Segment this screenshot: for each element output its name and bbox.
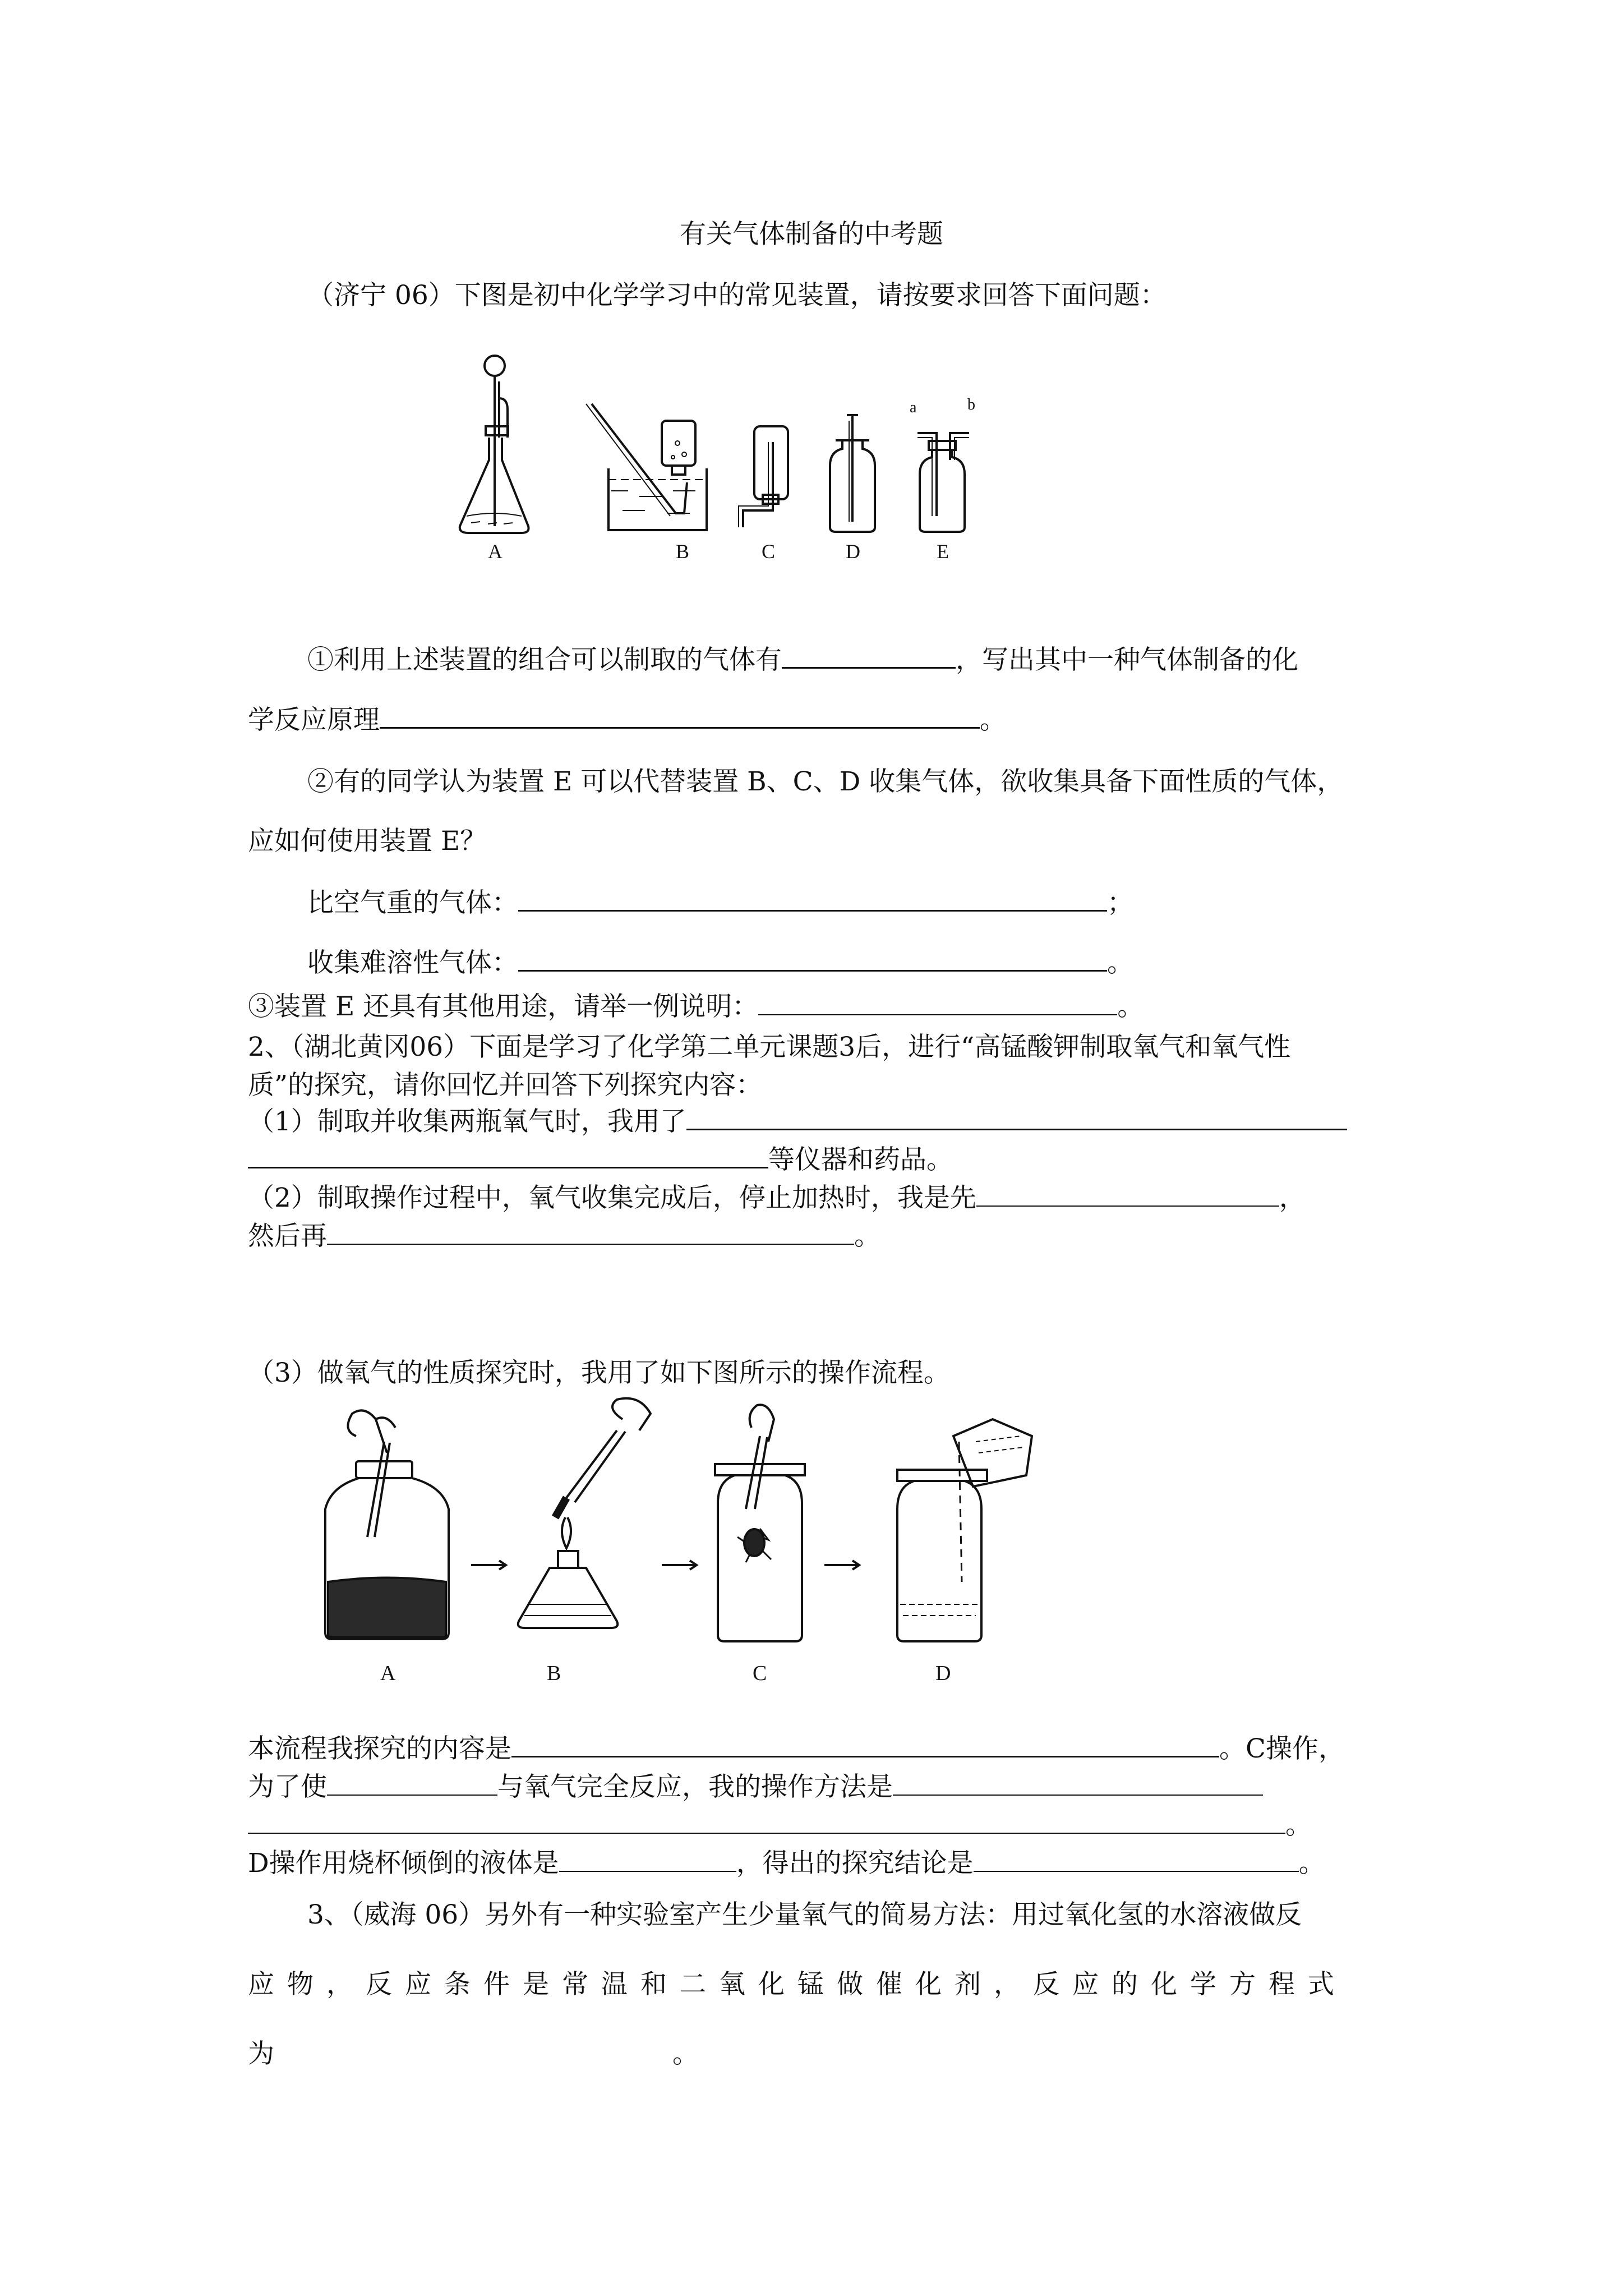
fig2-label-d: D	[935, 1662, 951, 1685]
reaction-principle-blank[interactable]	[380, 723, 980, 729]
q1-sub1-line2: 学反应原理 。	[248, 705, 1006, 735]
other-use-blank[interactable]	[758, 1010, 1117, 1015]
q3-line3: 为 。	[248, 2039, 699, 2069]
page-title: 有关气体制备的中考题	[680, 219, 943, 250]
q3-line1: 3、（威海 06）另外有一种实验室产生少量氧气的简易方法：用过氧化氢的水溶液做反	[307, 1899, 1302, 1930]
q2-c-line1: 本流程我探究的内容是 。C操作，	[248, 1733, 1345, 1764]
procedure-figure	[303, 1397, 1116, 1700]
fig1-tube-a: a	[910, 399, 917, 416]
arrow-a-b	[471, 1561, 506, 1570]
reactant-blank[interactable]	[327, 1790, 497, 1796]
method-blank-1[interactable]	[893, 1790, 1263, 1796]
insoluble-gas-blank[interactable]	[518, 965, 1107, 972]
step-a-jar	[325, 1410, 449, 1639]
q2-p1-line1: （1）制取并收集两瓶氧气时，我用了	[248, 1105, 1347, 1139]
conclusion-blank[interactable]	[974, 1866, 1299, 1872]
q3-line2: 应物，反应条件是常温和二氧化锰做催化剂，反应的化学方程式	[248, 1969, 1347, 2000]
q1-intro: （济宁 06）下图是初中化学学习中的常见装置，请按要求回答下面问题：	[307, 280, 1166, 311]
apparatus-figure	[443, 348, 1116, 567]
instruments-blank-1[interactable]	[686, 1124, 1347, 1130]
heavier-gas-line: 比空气重的气体： ；	[307, 887, 1133, 918]
fig2-label-c: C	[753, 1662, 767, 1685]
method-blank-2[interactable]	[248, 1828, 1285, 1834]
fig1-label-e: E	[937, 540, 949, 563]
arrow-c-d	[824, 1561, 859, 1570]
fig2-label-b: B	[547, 1662, 561, 1685]
instruments-blank-2[interactable]	[248, 1162, 768, 1168]
q2-c-line4: D操作用烧杯倾倒的液体是 ，得出的探究结论是 。	[248, 1848, 1325, 1879]
q1-sub1-line1: ①利用上述装置的组合可以制取的气体有 ，写出其中一种气体制备的化	[307, 645, 1298, 675]
q1-sub2-line2: 应如何使用装置 E？	[248, 826, 487, 857]
liquid-blank[interactable]	[559, 1866, 736, 1872]
apparatus-e-bottle	[917, 433, 969, 532]
q2-intro-line1: 2、（湖北黄冈06）下面是学习了化学第二单元课题3后，进行“高锰酸钾制取氧气和氧气性	[248, 1032, 1291, 1062]
arrow-b-c	[662, 1561, 697, 1570]
q2-intro-line2: 质”的探究，请你回忆并回答下列探究内容：	[248, 1070, 763, 1101]
apparatus-c-bottle	[739, 426, 788, 527]
gas-list-blank[interactable]	[782, 662, 956, 669]
explore-content-blank[interactable]	[511, 1751, 1219, 1757]
fig1-label-b: B	[676, 540, 690, 563]
apparatus-a-flask	[460, 356, 529, 533]
q1-sub3-line: ③装置 E 还具有其他用途，请举一例说明： 。	[248, 991, 1144, 1022]
heavier-gas-blank[interactable]	[518, 905, 1107, 912]
fig1-label-c: C	[762, 540, 776, 563]
q2-p3: （3）做氧气的性质探究时，我用了如下图所示的操作流程。	[248, 1358, 950, 1388]
apparatus-d-bottle	[830, 415, 875, 532]
then-step-blank[interactable]	[327, 1239, 854, 1245]
q2-p2-line1: （2）制取操作过程中，氧气收集完成后，停止加热时，我是先 ，	[248, 1182, 1306, 1213]
step-c-jar	[715, 1405, 805, 1641]
fig1-label-a: A	[488, 540, 502, 563]
fig1-label-d: D	[846, 540, 860, 563]
step-b-lamp	[518, 1398, 651, 1628]
apparatus-b-trough	[586, 404, 707, 530]
q2-p1-line2: 等仪器和药品。	[248, 1143, 953, 1177]
fig2-label-a: A	[380, 1662, 396, 1685]
fig1-tube-b: b	[967, 396, 975, 413]
step-d-jar	[897, 1419, 1032, 1641]
q1-sub2-line1: ②有的同学认为装置 E 可以代替装置 B、C、D 收集气体，欲收集具备下面性质的气体，	[307, 766, 1344, 797]
q2-c-line2: 为了使 与氧气完全反应，我的操作方法是	[248, 1770, 1263, 1804]
q2-c-line3: 。	[248, 1809, 1312, 1842]
insoluble-gas-line: 收集难溶性气体： 。	[307, 947, 1133, 978]
q2-p2-line2: 然后再 。	[248, 1221, 880, 1251]
first-step-blank[interactable]	[976, 1201, 1279, 1207]
